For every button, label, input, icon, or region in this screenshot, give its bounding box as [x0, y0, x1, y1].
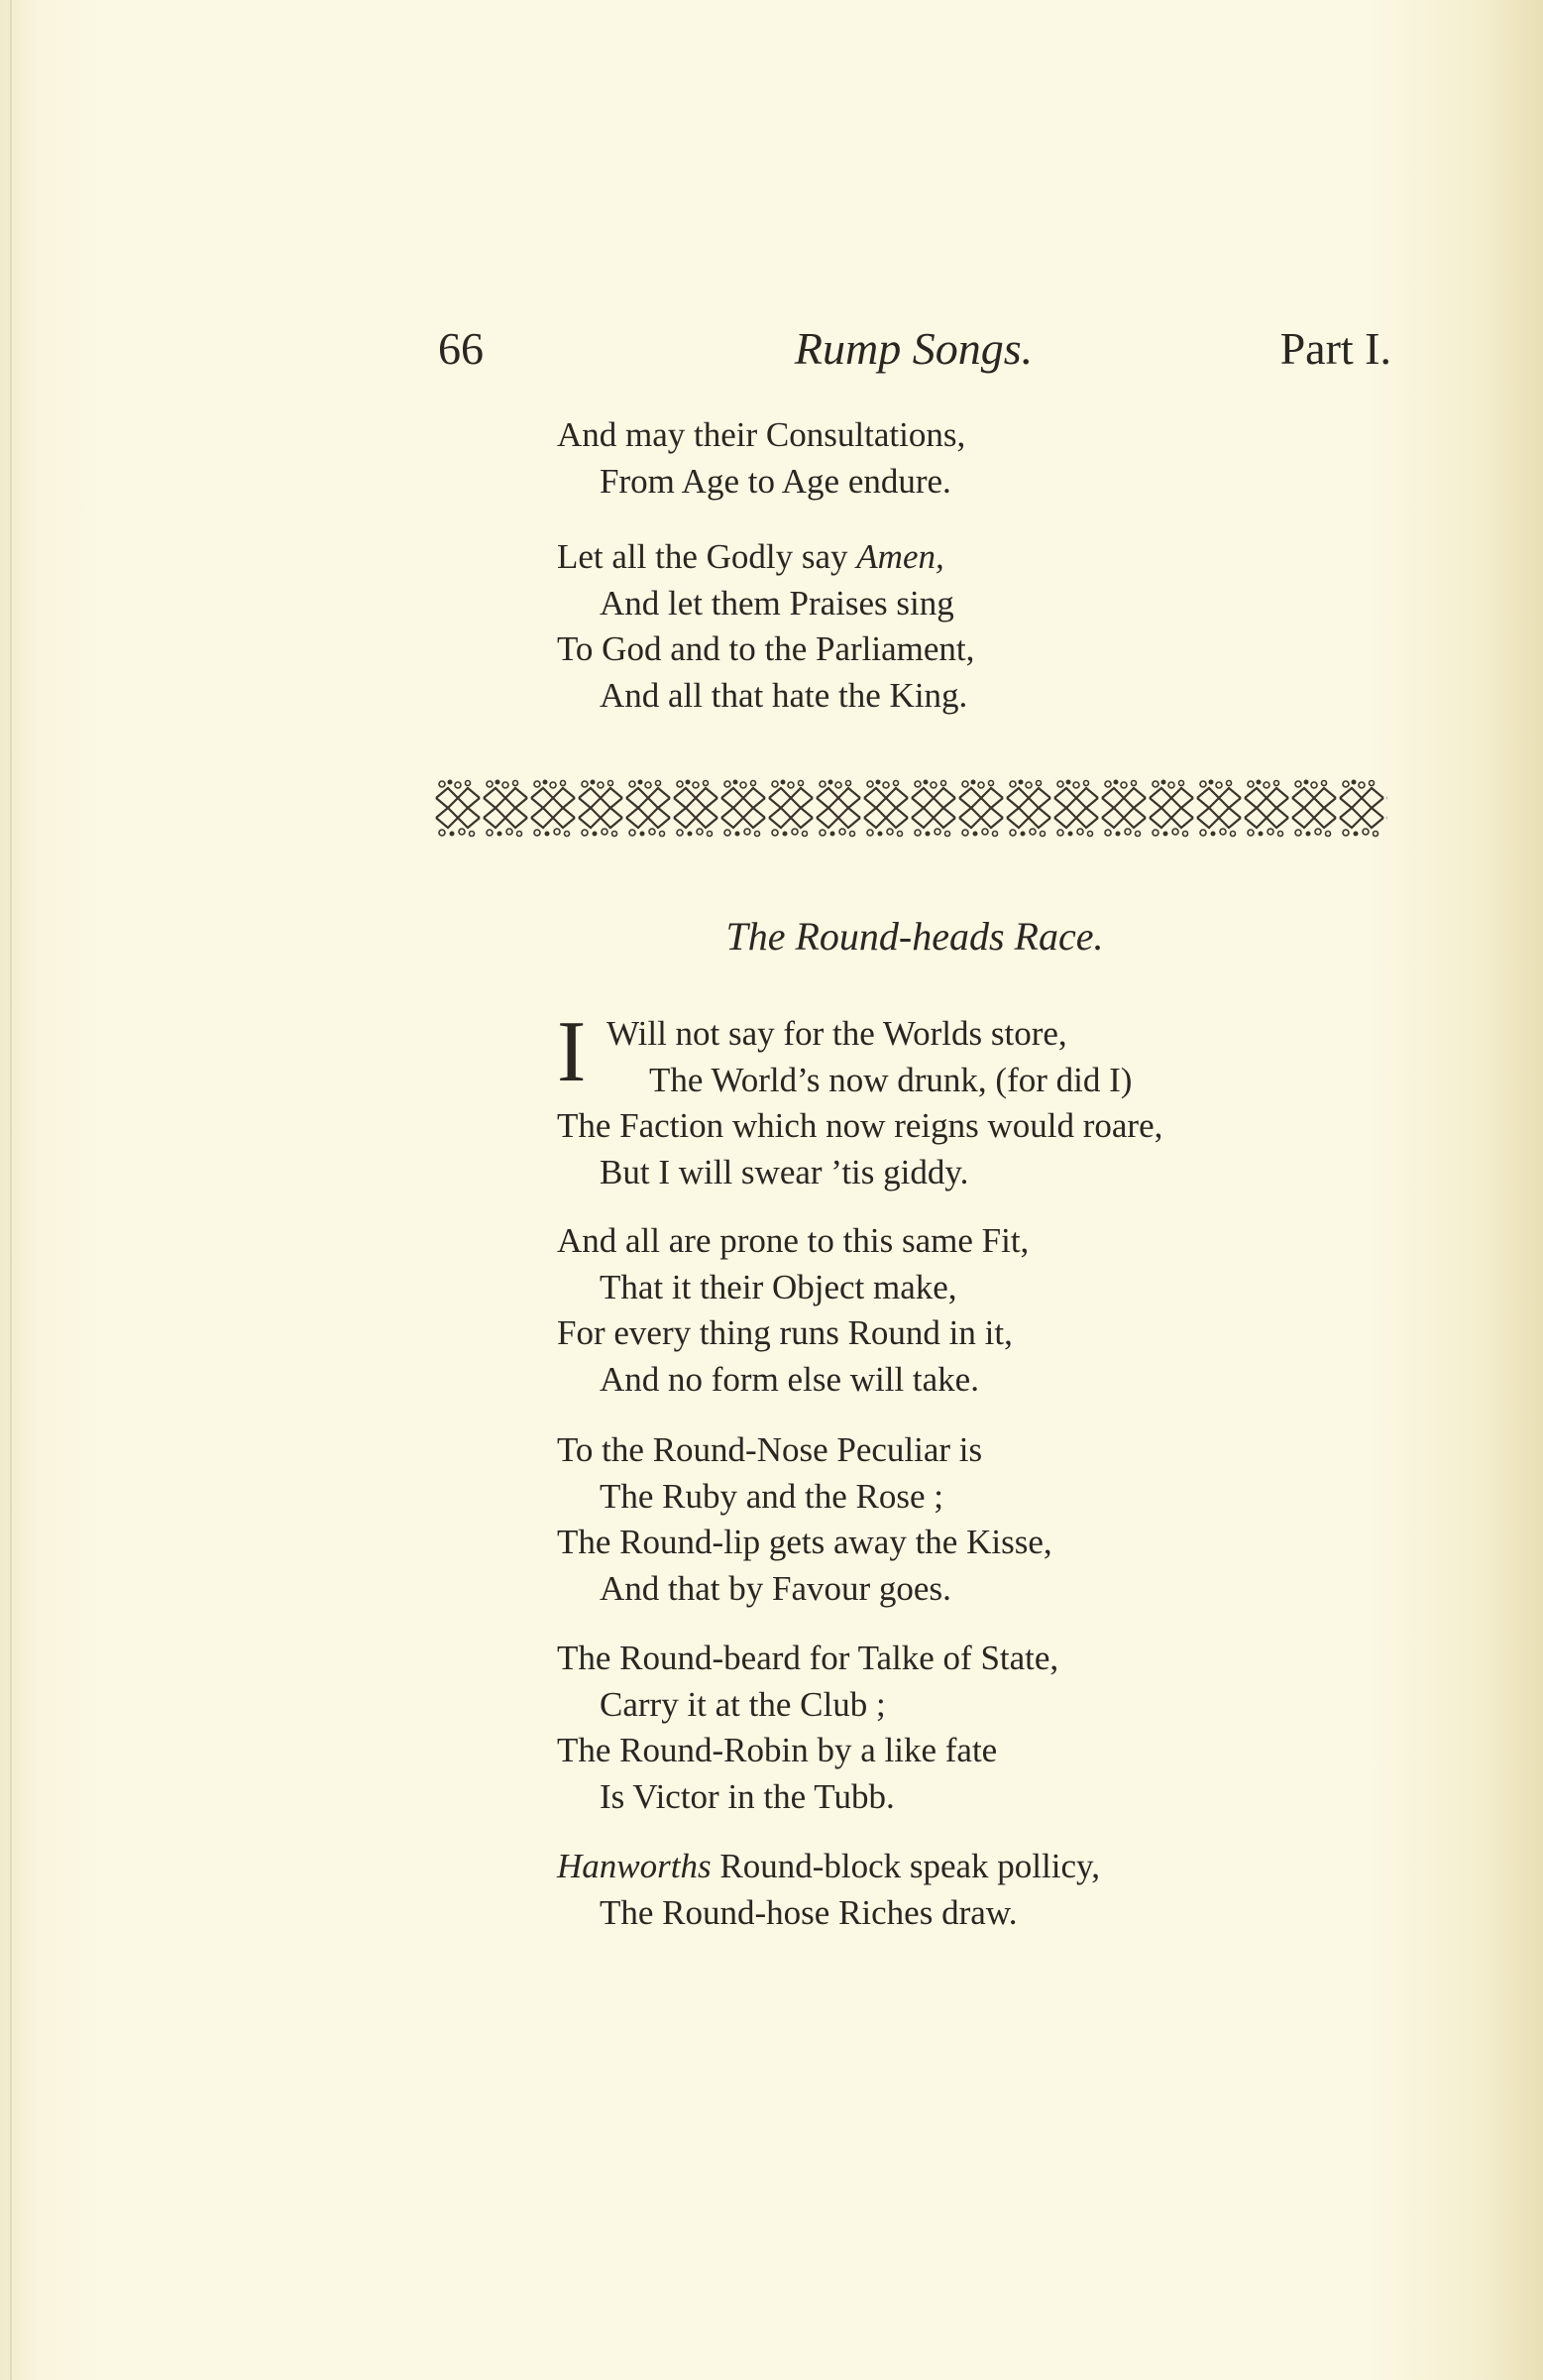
ornament-divider — [434, 776, 1387, 840]
verse-line: Is Victor in the Tubb. — [600, 1776, 895, 1816]
verse-line: The World’s now drunk, (for did I) — [649, 1060, 1133, 1099]
verse-line: To God and to the Parliament, — [557, 629, 975, 668]
verse-line: The Round-hose Riches draw. — [600, 1892, 1018, 1932]
verse-line: For every thing runs Round in it, — [557, 1313, 1013, 1352]
page-number: 66 — [438, 323, 484, 374]
previous-stanza-1 — [557, 412, 965, 505]
stanza-2 — [557, 1218, 1029, 1403]
previous-stanza-2 — [557, 534, 974, 719]
verse-line: The Round-lip gets away the Kisse, — [557, 1523, 1052, 1561]
verse-line: And may their Consultations, — [557, 415, 966, 454]
verse-line: To the Round-Nose Peculiar is — [557, 1430, 983, 1469]
italic-word: Hanworths — [557, 1847, 712, 1885]
verse-line: And all that hate the King. — [600, 675, 968, 715]
part-label: Part I. — [1279, 323, 1391, 374]
poem-title: The Round-heads Race. — [725, 914, 1104, 959]
verse-line: And no form else will take. — [600, 1359, 979, 1399]
page-edge — [10, 0, 12, 2380]
verse-line: The Round-beard for Talke of State, — [557, 1639, 1059, 1677]
verse-line: And that by Favour goes. — [600, 1568, 951, 1608]
stanza-4 — [557, 1636, 1058, 1820]
italic-word: Amen, — [856, 537, 944, 576]
stanza-5 — [557, 1844, 1100, 1936]
book-title: Rump Songs. — [794, 323, 1034, 374]
verse-line: Let all the Godly say Amen, — [557, 537, 944, 576]
verse-line: The Ruby and the Rose ; — [600, 1476, 944, 1516]
verse-line: From Age to Age endure. — [600, 461, 951, 501]
running-head — [438, 319, 1391, 379]
verse-line: Hanworths Round-block speak pollicy, — [557, 1847, 1100, 1885]
verse-line: Carry it at the Club ; — [600, 1684, 886, 1724]
verse-line: And let them Praises sing — [600, 583, 954, 623]
stanza-1 — [557, 1004, 1163, 1195]
verse-line: The Round-Robin by a like fate — [557, 1731, 998, 1769]
verse-line: Will not say for the Worlds store, — [606, 1014, 1067, 1053]
verse-line: And all are prone to this same Fit, — [557, 1221, 1030, 1260]
drop-cap: I — [557, 1004, 587, 1100]
verse-line: The Faction which now reigns would roare, — [557, 1106, 1163, 1145]
verse-line: But I will swear ’tis giddy. — [600, 1152, 969, 1191]
stanza-3 — [557, 1427, 1052, 1612]
verse-line: That it their Object make, — [600, 1267, 957, 1306]
